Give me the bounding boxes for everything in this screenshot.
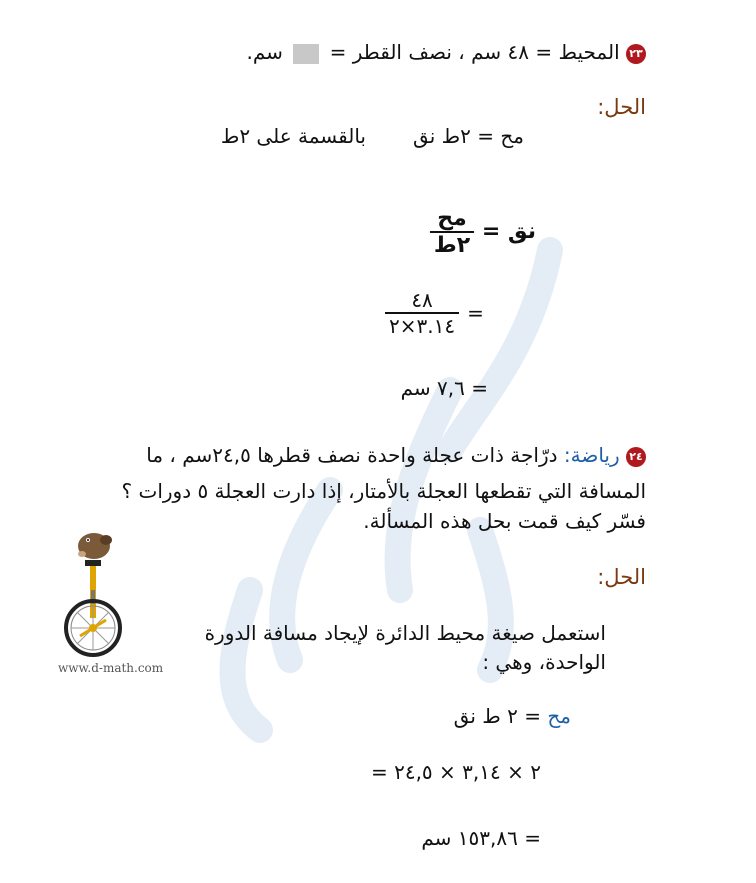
q23-step-numerator: ٤٨: [411, 288, 433, 312]
q23-formula-lhs: نق =: [481, 219, 536, 244]
q23-step: [385, 288, 484, 338]
q24-line2: المسافة التي تقطعها العجلة بالأمتار، إذا دارت العجلة ٥ دورات ؟: [121, 479, 646, 503]
q23-badge: ٢٣: [626, 44, 646, 64]
q23-step-denominator: ٣.١٤×٢: [389, 314, 456, 338]
q24-solution-line1: استعمل صيغة محيط الدائرة لإيجاد مسافة الدورة: [204, 621, 606, 645]
q23-line1-b: بالقسمة على ٢ط: [220, 124, 366, 148]
q24-formula: [454, 704, 571, 728]
q24-solution-label: الحل:: [597, 565, 646, 589]
q23-step-fraction: [385, 288, 459, 338]
q24-line3: فسّر كيف قمت بحل هذه المسألة.: [363, 509, 646, 533]
q23-line1-a: مح = ٢ط نق: [413, 124, 524, 148]
website-caption: www.d-math.com: [58, 661, 164, 675]
q23-statement-text-a: المحيط = ٤٨ سم ، نصف القطر =: [329, 40, 620, 64]
q23-formula-numerator: مح: [437, 206, 467, 231]
q24-step1: = ٢ × ٣,١٤ × ٢٤,٥: [370, 760, 541, 784]
q24-solution-line2: الواحدة، وهي :: [482, 650, 606, 674]
q23-formula-fraction: [430, 206, 474, 258]
q24-badge: ٢٤: [626, 447, 646, 467]
q23-step-equals: =: [467, 301, 484, 325]
q23-statement-text-b: سم.: [246, 40, 283, 64]
q23-solution-label: الحل:: [597, 95, 646, 119]
q24-step2: = ١٥٣,٨٦ سم: [421, 826, 541, 850]
q23-statement: [246, 40, 646, 64]
q23-formula: [430, 206, 536, 258]
q24-formula-left: مح: [547, 704, 571, 728]
q24-line1: [146, 443, 646, 467]
q24-formula-right: = ٢ ط نق: [453, 704, 542, 728]
q23-result: = ٧,٦ سم: [400, 376, 488, 400]
q23-blank-box: [293, 44, 319, 64]
q24-topic: رياضة:: [563, 443, 620, 467]
unicycle-illustration: [58, 528, 128, 663]
q23-formula-denominator: ٢ط: [433, 233, 471, 258]
q24-line1-text: درّاجة ذات عجلة واحدة نصف قطرها ٢٤,٥سم ، ما: [146, 443, 558, 467]
